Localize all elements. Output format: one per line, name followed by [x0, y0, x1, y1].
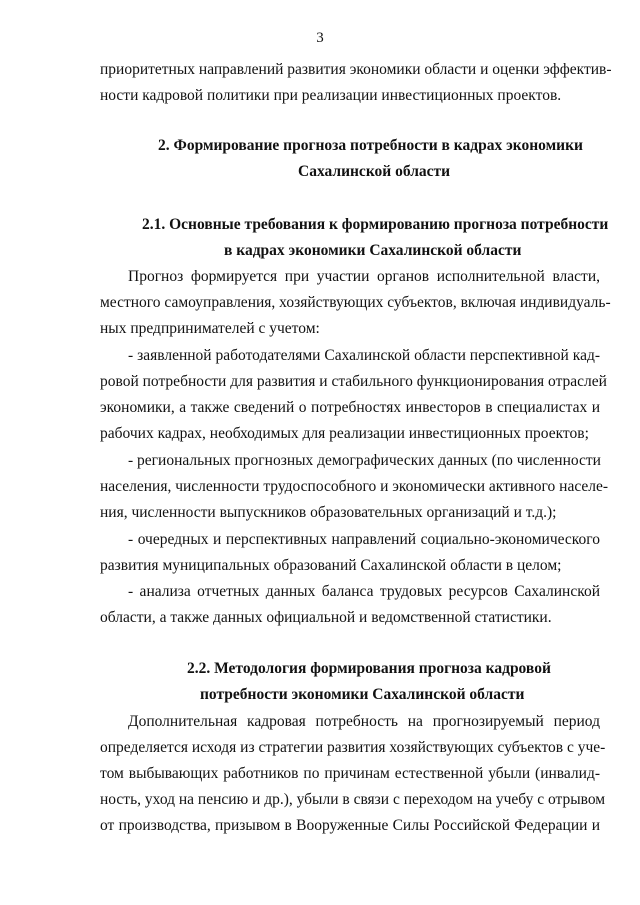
list-item-line: ровой потребности для развития и стабильного функционирования отраслей	[100, 373, 607, 390]
list-item-line: - очередных и перспективных направлений социально-экономического	[128, 531, 600, 548]
paragraph-line: от производства, призывом в Вооруженные Силы Российской Федерации и	[100, 817, 600, 834]
list-item-line: рабочих кадрах, необходимых для реализации инвестиционных проектов;	[100, 425, 589, 442]
section-2-1-title: 2.1. Основные требования к формированию прогноза потребности	[142, 216, 609, 233]
paragraph-line: Прогноз формируется при участии органов исполнительной власти,	[128, 268, 600, 285]
section-2-title-cont: Сахалинской области	[298, 163, 451, 180]
section-2-2-title-cont: потребности экономики Сахалинской области	[200, 686, 525, 703]
intro-line: ности кадровой политики при реализации инвестиционных проектов.	[100, 87, 562, 104]
paragraph-line: Дополнительная кадровая потребность на прогнозируемый период	[128, 713, 600, 730]
list-item-line: - заявленной работодателями Сахалинской области перспективной кад-	[128, 347, 600, 364]
list-item-line: ния, численности выпускников образовательных организаций и т.д.);	[100, 504, 557, 521]
paragraph-line: том выбывающих работников по причинам естественной убыли (инвалид-	[100, 765, 600, 782]
paragraph-line: определяется исходя из стратегии развития хозяйствующих субъектов с уче-	[100, 739, 606, 756]
list-item-line: населения, численности трудоспособного и экономически активного населе-	[100, 478, 609, 495]
list-item-line: области, а также данных официальной и ведомственной статистики.	[100, 609, 552, 626]
intro-line: приоритетных направлений развития экономики области и оценки эффектив-	[100, 61, 612, 78]
section-2-1-title-cont: в кадрах экономики Сахалинской области	[224, 242, 522, 259]
list-item-line: экономики, а также сведений о потребностях инвесторов в специалистах и	[100, 399, 600, 416]
list-item-line: - региональных прогнозных демографических данных (по численности	[128, 452, 601, 469]
section-2-title: 2. Формирование прогноза потребности в кадрах экономики	[158, 137, 583, 154]
paragraph-line: ность, уход на пенсию и др.), убыли в связи с переходом на учебу с отрывом	[100, 791, 606, 808]
paragraph-line: местного самоуправления, хозяйствующих субъектов, включая индивидуаль-	[100, 294, 611, 311]
list-item-line: - анализа отчетных данных баланса трудовых ресурсов Сахалинской	[128, 583, 600, 600]
section-2-2-title: 2.2. Методология формирования прогноза кадровой	[187, 660, 551, 677]
page-number: 3	[316, 30, 324, 46]
paragraph-line: ных предпринимателей с учетом:	[100, 320, 320, 337]
list-item-line: развития муниципальных образований Сахалинской области в целом;	[100, 557, 562, 574]
